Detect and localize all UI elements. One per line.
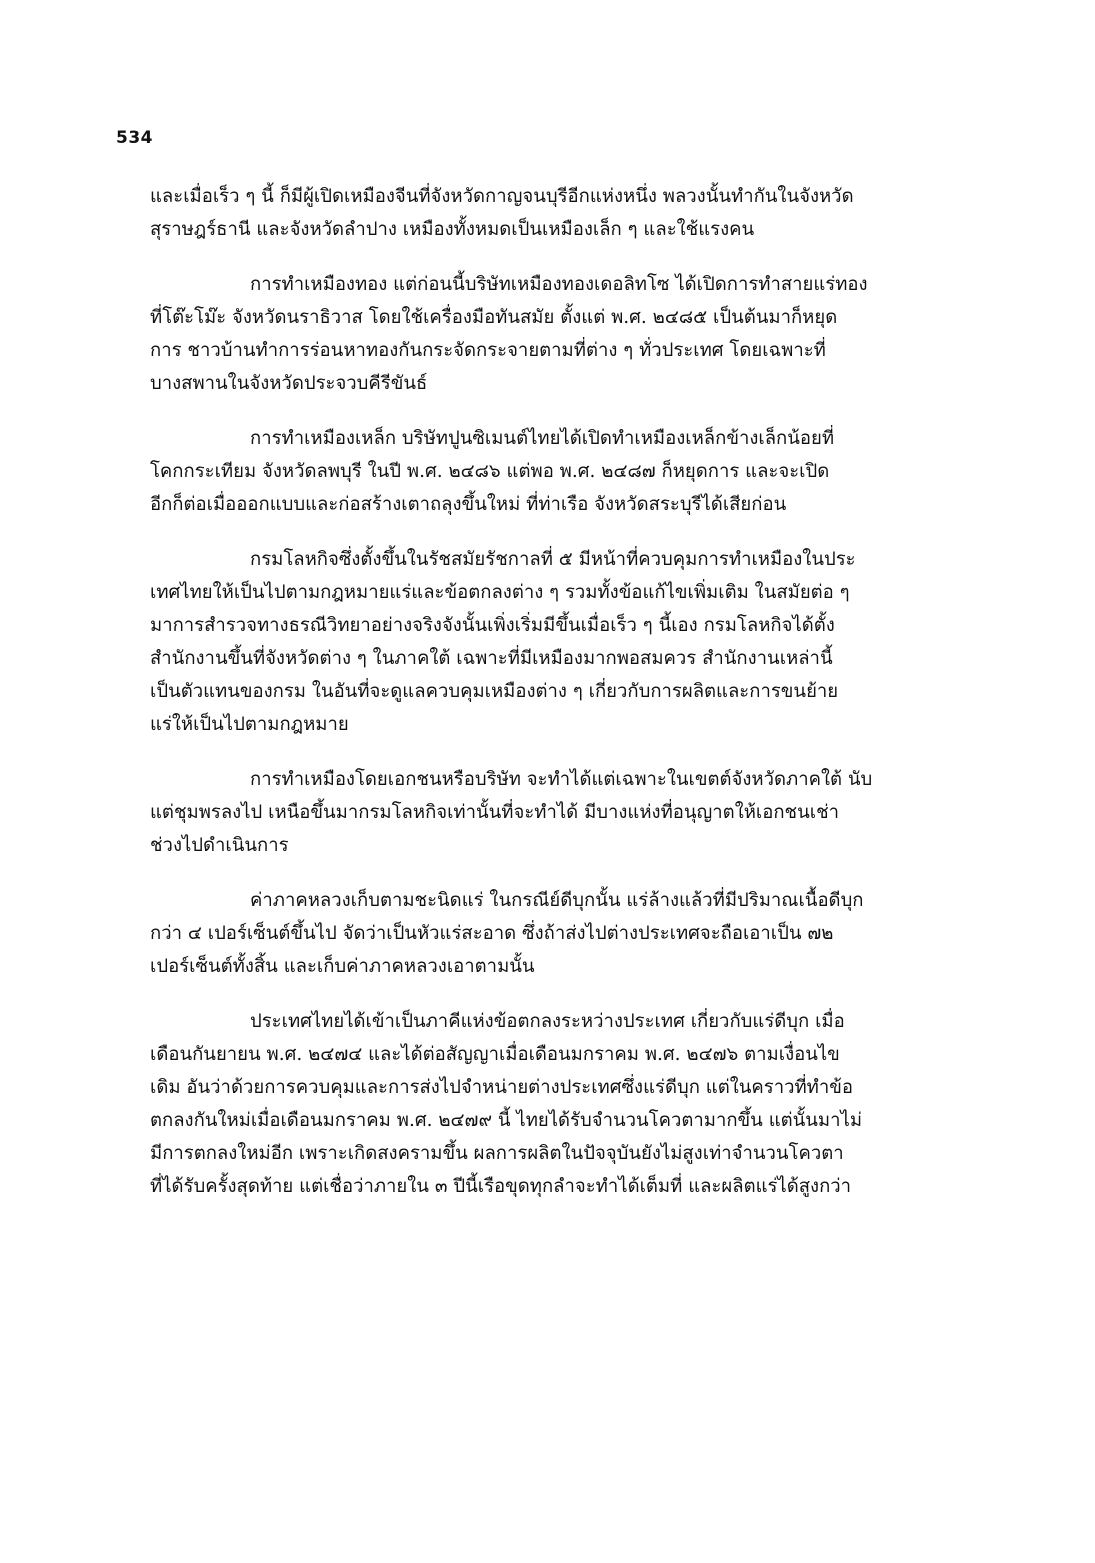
- text-line: สำนักงานขึ้นที่จังหวัดต่าง ๆ ในภาคใต้ เฉพาะที่มีเหมืองมากพอสมควร สำนักงานเหล่านี้: [150, 648, 833, 669]
- paragraph-royalties: [150, 884, 975, 983]
- text-line: โคกกระเทียม จังหวัดลพบุรี ในปี พ.ศ. ๒๔๘๖ แต่พอ พ.ศ. ๒๔๘๗ ก็หยุดการ และจะเปิด: [150, 461, 830, 482]
- text-line: เป็นตัวแทนของกรม ในอันที่จะดูแลควบคุมเหมืองต่าง ๆ เกี่ยวกับการผลิตและการขนย้าย: [150, 681, 839, 702]
- text-line: แร่ให้เป็นไปตามกฎหมาย: [150, 714, 349, 735]
- paragraph-mines-department: [150, 543, 975, 741]
- text-line: กรมโลหกิจซึ่งตั้งขึ้นในรัชสมัยรัชกาลที่ ๕ มีหน้าที่ควบคุมการทำเหมืองในประ: [250, 549, 856, 570]
- text-line: อีกก็ต่อเมื่อออกแบบและก่อสร้างเตาถลุงขึ้นใหม่ ที่ท่าเรือ จังหวัดสระบุรีได้เสียก่อน: [150, 494, 787, 515]
- text-line: บางสพานในจังหวัดประจวบคีรีขันธ์: [150, 373, 428, 394]
- text-line: การทำเหมืองโดยเอกชนหรือบริษัท จะทำได้แต่เฉพาะในเขตต์จังหวัดภาคใต้ นับ: [250, 769, 873, 790]
- text-line: มาการสำรวจทางธรณีวิทยาอย่างจริงจังนั้นเพิ่งเริ่มมีขึ้นเมื่อเร็ว ๆ นี้เอง กรมโลหกิจได้ตั้ง: [150, 615, 835, 636]
- text-line: การทำเหมืองทอง แต่ก่อนนี้บริษัทเหมืองทองเดอลิทโซ ได้เปิดการทำสายแร่ทอง: [250, 274, 868, 295]
- text-line: ที่ได้รับครั้งสุดท้าย แต่เชื่อว่าภายใน ๓ ปีนี้เรือขุดทุกลำจะทำได้เต็มที่ และผลิตแร่ได้สูงกว่า: [150, 1176, 852, 1197]
- text-line: เดิม อันว่าด้วยการควบคุมและการส่งไปจำหน่ายต่างประเทศซึ่งแร่ดีบุก แต่ในคราวที่ทำข้อ: [150, 1077, 854, 1098]
- text-line: และเมื่อเร็ว ๆ นี้ ก็มีผู้เปิดเหมืองจีนที่จังหวัดกาญจนบุรีอีกแห่งหนึ่ง พลวงนั้นทำกันในจังหวัด: [150, 186, 854, 207]
- text-line: เทศไทยให้เป็นไปตามกฎหมายแร่และข้อตกลงต่าง ๆ รวมทั้งข้อแก้ไขเพิ่มเติม ในสมัยต่อ ๆ: [150, 582, 850, 603]
- text-line: การทำเหมืองเหล็ก บริษัทปูนซิเมนต์ไทยได้เปิดทำเหมืองเหล็กข้างเล็กน้อยที่: [250, 428, 835, 449]
- text-line: การ ชาวบ้านทำการร่อนหาทองกันกระจัดกระจายตามที่ต่าง ๆ ทั่วประเทศ โดยเฉพาะที่: [150, 340, 826, 361]
- text-line: สุราษฎร์ธานี และจังหวัดลำปาง เหมืองทั้งหมดเป็นเหมืองเล็ก ๆ และใช้แรงคน: [150, 219, 755, 240]
- text-line: กว่า ๔ เปอร์เซ็นต์ขึ้นไป จัดว่าเป็นหัวแร่สะอาด ซึ่งถ้าส่งไปต่างประเทศจะถือเอาเป็น ๗๒: [150, 923, 834, 944]
- paragraph-tin-agreement: [150, 1005, 975, 1203]
- page-number: 534: [116, 128, 153, 148]
- paragraph-gold-mining: [150, 268, 975, 400]
- text-line: เปอร์เซ็นต์ทั้งสิ้น และเก็บค่าภาคหลวงเอาตามนั้น: [150, 956, 535, 977]
- text-line: ช่วงไปดำเนินการ: [150, 835, 289, 856]
- text-line: มีการตกลงใหม่อีก เพราะเกิดสงครามขึ้น ผลการผลิตในปัจจุบันยังไม่สูงเท่าจำนวนโควตา: [150, 1143, 844, 1164]
- text-line: ค่าภาคหลวงเก็บตามชะนิดแร่ ในกรณีย์ดีบุกนั้น แร่ล้างแล้วที่มีปริมาณเนื้อดีบุก: [250, 890, 864, 911]
- text-line: ประเทศไทยได้เข้าเป็นภาคีแห่งข้อตกลงระหว่างประเทศ เกี่ยวกับแร่ดีบุก เมื่อ: [250, 1011, 845, 1032]
- paragraph-private-mining: [150, 763, 975, 862]
- text-line: แต่ชุมพรลงไป เหนือขึ้นมากรมโลหกิจเท่านั้นที่จะทำได้ มีบางแห่งที่อนุญาตให้เอกชนเช่า: [150, 802, 840, 823]
- text-line: ที่โต๊ะโม๊ะ จังหวัดนราธิวาส โดยใช้เครื่องมือทันสมัย ตั้งแต่ พ.ศ. ๒๔๘๕ เป็นต้นมาก็หยุด: [150, 307, 838, 328]
- text-line: ตกลงกันใหม่เมื่อเดือนมกราคม พ.ศ. ๒๔๗๙ นี้ ไทยได้รับจำนวนโควตามากขึ้น แต่นั้นมาไม่: [150, 1110, 863, 1131]
- text-line: เดือนกันยายน พ.ศ. ๒๔๗๔ และได้ต่อสัญญาเมื่อเดือนมกราคม พ.ศ. ๒๔๗๖ ตามเงื่อนไข: [150, 1044, 840, 1065]
- body-text: [150, 180, 975, 1225]
- paragraph-iron-mining: [150, 422, 975, 521]
- paragraph-mining-locations: [150, 180, 975, 246]
